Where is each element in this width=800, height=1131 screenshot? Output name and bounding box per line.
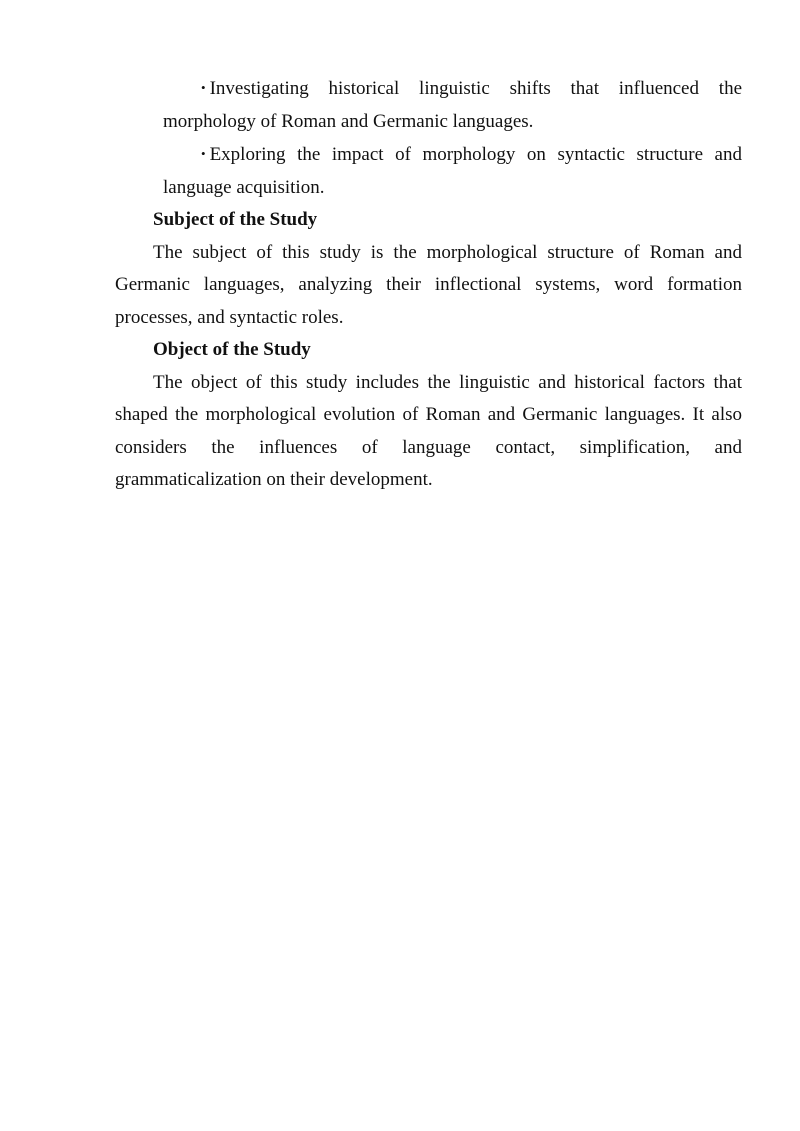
object-heading: Object of the Study bbox=[153, 339, 311, 360]
document-page bbox=[115, 72, 742, 497]
subject-heading: Subject of the Study bbox=[153, 209, 318, 230]
bullet-item bbox=[163, 138, 742, 204]
bullet-item bbox=[163, 72, 742, 138]
subject-paragraph: The subject of this study is the morphological structure of Roman and Germanic languages, analyzing their inflectional systems, word formation processes, and syntactic roles. bbox=[115, 241, 742, 328]
bullet-item-text: • Investigating historical linguistic shifts that influenced the morphology of Roman and Germanic languages. bbox=[163, 78, 742, 132]
object-paragraph: The object of this study includes the linguistic and historical factors that shaped the morphological evolution of Roman and Germanic languages. It also considers the influences of language contact, simplification, and grammaticalization on their development. bbox=[115, 371, 742, 490]
bullet-item-text: • Exploring the impact of morphology on syntactic structure and language acquisition. bbox=[163, 144, 742, 198]
